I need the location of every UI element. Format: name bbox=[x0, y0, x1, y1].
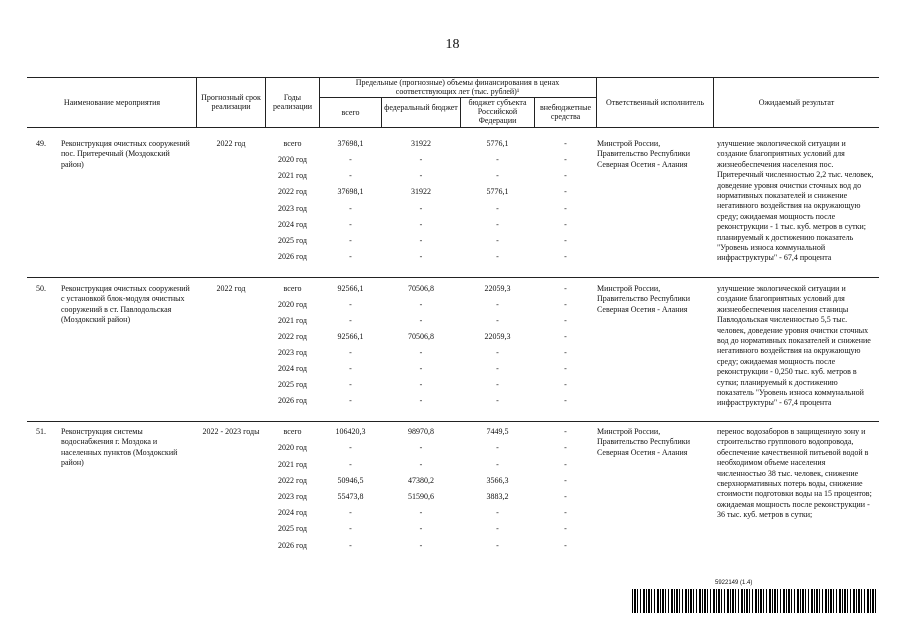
row-federal: 31922 bbox=[411, 187, 431, 196]
row-subject: 7449,5 bbox=[486, 427, 509, 436]
row-offbudget: - bbox=[564, 508, 567, 517]
row-subject: - bbox=[496, 380, 499, 389]
row-number: 51. bbox=[36, 427, 46, 436]
barcode-number: 5922149 (1.4) bbox=[715, 580, 753, 586]
row-federal: 98970,8 bbox=[408, 427, 434, 436]
row-year: 2023 год bbox=[278, 492, 307, 501]
row-offbudget: - bbox=[564, 252, 567, 261]
row-year: всего bbox=[283, 427, 302, 436]
row-subject: - bbox=[496, 220, 499, 229]
row-result: улучшение экологической ситуации и создание благоприятных условий для жизнеобеспечения населения пос. Притеречный численностью 2,2 тыс. человек, доведение уровня очистки сточных вод до нормативных показателей и снижение негативного воздействия на окружающую среду; ожидаемая мощность после реконструкции - 1 тыс. куб. метров в сутки; планируемый к достижению показатель "Уровень износа коммунальной инфраструктуры" - 67,4 процента bbox=[717, 139, 874, 263]
row-number: 50. bbox=[36, 284, 46, 293]
header-years: Годы реализации bbox=[272, 93, 313, 111]
row-total: - bbox=[349, 300, 352, 309]
row-total: - bbox=[349, 252, 352, 261]
row-year: 2026 год bbox=[278, 541, 307, 550]
row-subject: - bbox=[496, 252, 499, 261]
row-name: Реконструкция очистных сооружений пос. Притеречный (Моздокский район) bbox=[61, 139, 190, 169]
row-total: 106420,3 bbox=[335, 427, 366, 436]
row-federal: - bbox=[419, 220, 423, 229]
row-federal: 47380,2 bbox=[408, 476, 434, 485]
header-funding-title: Предельные (прогнозные) объемы финансирования в ценах соответствующих лет (тыс. рублей)¹ bbox=[355, 78, 560, 96]
row-total: - bbox=[349, 524, 352, 533]
row-offbudget: - bbox=[564, 460, 567, 469]
row-total: 92566,1 bbox=[337, 284, 364, 293]
row-year: 2026 год bbox=[278, 252, 307, 261]
row-federal: - bbox=[419, 155, 423, 164]
header-federal: федеральный бюджет bbox=[384, 103, 458, 112]
row-federal: - bbox=[419, 364, 423, 373]
row-subject: 22059,3 bbox=[484, 332, 511, 341]
row-federal: - bbox=[419, 460, 423, 469]
row-year: 2024 год bbox=[278, 364, 307, 373]
row-federal: - bbox=[419, 443, 423, 452]
row-year: 2021 год bbox=[278, 316, 307, 325]
row-total: - bbox=[349, 171, 352, 180]
row-subject: - bbox=[496, 541, 499, 550]
header-result: Ожидаемый результат bbox=[758, 98, 835, 107]
row-offbudget: - bbox=[564, 492, 567, 501]
row-federal: - bbox=[419, 252, 423, 261]
row-federal: - bbox=[419, 204, 423, 213]
row-federal: - bbox=[419, 508, 423, 517]
row-federal: 31922 bbox=[411, 139, 431, 148]
row-subject: - bbox=[496, 171, 499, 180]
row-year: 2025 год bbox=[278, 380, 307, 389]
row-subject: 3566,3 bbox=[486, 476, 509, 485]
header-executor: Ответственный исполнитель bbox=[606, 98, 704, 107]
row-subject: 3883,2 bbox=[486, 492, 509, 501]
row-federal: 51590,6 bbox=[408, 492, 434, 501]
row-separator bbox=[27, 277, 879, 278]
row-offbudget: - bbox=[564, 348, 567, 357]
row-offbudget: - bbox=[564, 155, 567, 164]
barcode-image bbox=[632, 589, 877, 613]
row-subject: - bbox=[496, 524, 499, 533]
row-subject: 5776,1 bbox=[486, 139, 509, 148]
row-name: Реконструкция очистных сооружений с установкой блок-модуля очистных сооружений в ст. Павлодольская (Моздокский район) bbox=[61, 284, 190, 325]
row-subject: - bbox=[496, 204, 499, 213]
row-subject: - bbox=[496, 300, 499, 309]
row-offbudget: - bbox=[564, 541, 567, 550]
row-term: 2022 год bbox=[216, 139, 246, 148]
row-subject: - bbox=[496, 508, 499, 517]
row-offbudget: - bbox=[564, 332, 567, 341]
row-total: - bbox=[349, 316, 352, 325]
row-federal: - bbox=[419, 300, 423, 309]
row-total: - bbox=[349, 204, 352, 213]
row-offbudget: - bbox=[564, 220, 567, 229]
row-year: всего bbox=[283, 284, 302, 293]
row-subject: - bbox=[496, 396, 499, 405]
row-total: - bbox=[349, 380, 352, 389]
row-total: 92566,1 bbox=[337, 332, 364, 341]
row-offbudget: - bbox=[564, 171, 567, 180]
row-year: 2023 год bbox=[278, 204, 307, 213]
row-subject: - bbox=[496, 443, 499, 452]
row-year: 2020 год bbox=[278, 300, 307, 309]
row-subject: - bbox=[496, 316, 499, 325]
row-year: 2025 год bbox=[278, 524, 307, 533]
row-federal: - bbox=[419, 396, 423, 405]
row-offbudget: - bbox=[564, 316, 567, 325]
row-year: 2022 год bbox=[278, 476, 307, 485]
row-offbudget: - bbox=[564, 284, 567, 293]
row-offbudget: - bbox=[564, 396, 567, 405]
row-offbudget: - bbox=[564, 443, 567, 452]
row-total: - bbox=[349, 220, 352, 229]
row-federal: - bbox=[419, 380, 423, 389]
row-term: 2022 год bbox=[216, 284, 246, 293]
row-year: 2020 год bbox=[278, 443, 307, 452]
row-year: 2022 год bbox=[278, 332, 307, 341]
row-number: 49. bbox=[36, 139, 46, 148]
row-term: 2022 - 2023 годы bbox=[202, 427, 260, 436]
row-total: - bbox=[349, 460, 352, 469]
row-offbudget: - bbox=[564, 476, 567, 485]
row-federal: - bbox=[419, 524, 423, 533]
row-year: 2021 год bbox=[278, 171, 307, 180]
row-subject: - bbox=[496, 364, 499, 373]
row-subject: - bbox=[496, 460, 499, 469]
row-total: - bbox=[349, 508, 352, 517]
row-total: 37698,1 bbox=[337, 139, 364, 148]
row-subject: 22059,3 bbox=[484, 284, 511, 293]
row-offbudget: - bbox=[564, 187, 567, 196]
row-total: - bbox=[349, 348, 352, 357]
row-result: перенос водозаборов в защищенную зону и строительство группового водопровода, обеспечение качественной питьевой водой в необходимом объеме населения численностью 38 тыс. человек, снижение сверхнормативных потерь воды, снижение стоимости подготовки воды на 15 процентов; ожидаемая мощность после реконструкции - 36 тыс. куб. метров в сутки; bbox=[717, 427, 872, 520]
row-year: 2023 год bbox=[278, 348, 307, 357]
row-offbudget: - bbox=[564, 364, 567, 373]
col-divider bbox=[319, 77, 320, 127]
funding-subheader-rule bbox=[319, 97, 596, 98]
row-federal: 70506,8 bbox=[408, 284, 434, 293]
row-federal: - bbox=[419, 316, 423, 325]
row-total: - bbox=[349, 155, 352, 164]
header-term: Прогнозный срок реализации bbox=[201, 93, 261, 111]
row-offbudget: - bbox=[564, 380, 567, 389]
row-subject: 5776,1 bbox=[486, 187, 509, 196]
row-federal: - bbox=[419, 348, 423, 357]
header-total: всего bbox=[341, 108, 360, 117]
row-total: 50946,5 bbox=[337, 476, 364, 485]
header-name: Наименование мероприятия bbox=[63, 98, 161, 107]
row-executor: Минстрой России, Правительство Республики Северная Осетия - Алания bbox=[597, 427, 690, 457]
header-subject: бюджет субъекта Российской Федерации bbox=[468, 98, 527, 125]
row-federal: - bbox=[419, 171, 423, 180]
row-executor: Минстрой России, Правительство Республики Северная Осетия - Алания bbox=[597, 139, 690, 169]
row-federal: - bbox=[419, 236, 423, 245]
row-total: - bbox=[349, 236, 352, 245]
row-subject: - bbox=[496, 155, 499, 164]
row-separator bbox=[27, 421, 879, 422]
row-executor: Минстрой России, Правительство Республики Северная Осетия - Алания bbox=[597, 284, 690, 314]
row-offbudget: - bbox=[564, 139, 567, 148]
header-offbudget: внебюджетные средства bbox=[540, 103, 591, 121]
row-year: 2025 год bbox=[278, 236, 307, 245]
row-federal: 70506,8 bbox=[408, 332, 434, 341]
page-number: 18 bbox=[445, 37, 460, 52]
row-year: всего bbox=[283, 139, 302, 148]
row-total: 55473,8 bbox=[337, 492, 364, 501]
row-federal: - bbox=[419, 541, 423, 550]
row-total: - bbox=[349, 364, 352, 373]
row-result: улучшение экологической ситуации и создание благоприятных условий для жизнеобеспечения населения станицы Павлодольская численностью 5,5 тыс. человек, доведение уровня очистки сточных вод до нормативных показателей и снижение негативного воздействия на окружающую среду; ожидаемая мощность после реконструкции - 0,250 тыс. куб. метров в сутки; планируемый к достижению показатель "Уровень износа коммунальной инфраструктуры" - 67,4 процента bbox=[717, 284, 871, 408]
row-offbudget: - bbox=[564, 236, 567, 245]
row-name: Реконструкция системы водоснабжения г. Моздока и населенных пунктов (Моздокский район) bbox=[61, 427, 178, 468]
row-offbudget: - bbox=[564, 427, 567, 436]
row-offbudget: - bbox=[564, 300, 567, 309]
row-total: 37698,1 bbox=[337, 187, 364, 196]
row-year: 2021 год bbox=[278, 460, 307, 469]
row-year: 2026 год bbox=[278, 396, 307, 405]
row-total: - bbox=[349, 541, 352, 550]
row-year: 2024 год bbox=[278, 508, 307, 517]
row-total: - bbox=[349, 443, 352, 452]
row-subject: - bbox=[496, 348, 499, 357]
row-subject: - bbox=[496, 236, 499, 245]
row-offbudget: - bbox=[564, 524, 567, 533]
header-bottom-rule bbox=[27, 127, 879, 128]
row-year: 2022 год bbox=[278, 187, 307, 196]
row-year: 2020 год bbox=[278, 155, 307, 164]
row-offbudget: - bbox=[564, 204, 567, 213]
row-total: - bbox=[349, 396, 352, 405]
row-year: 2024 год bbox=[278, 220, 307, 229]
